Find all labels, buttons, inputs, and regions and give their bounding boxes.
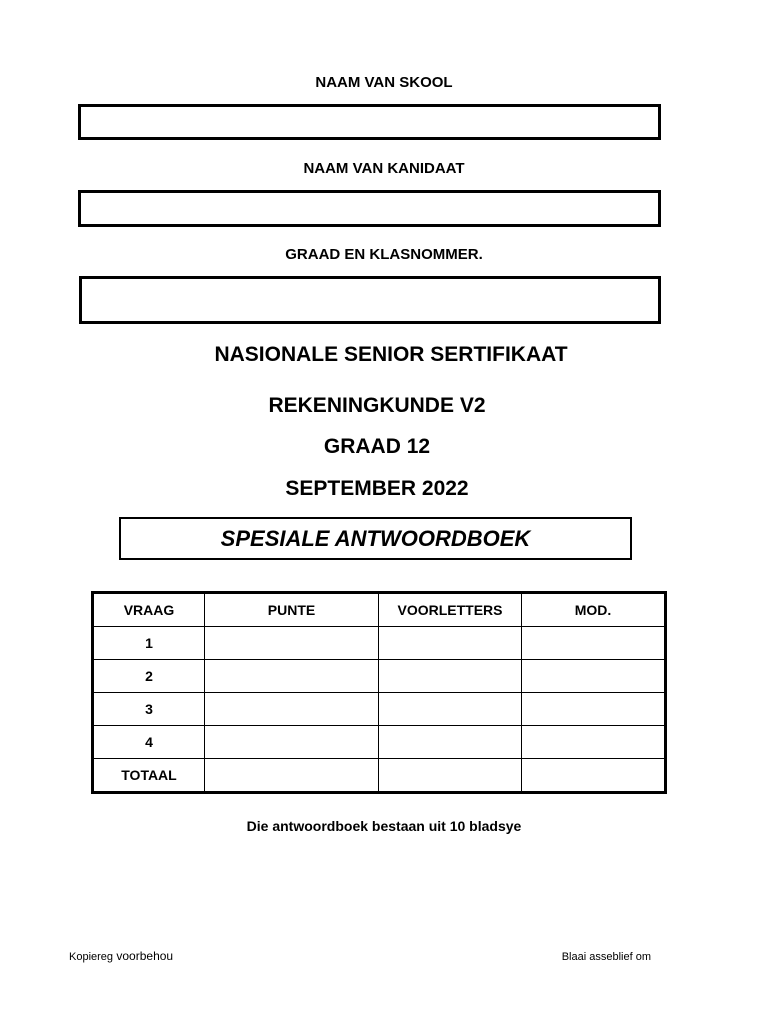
initials-cell[interactable] <box>379 627 522 660</box>
total-label: TOTAAL <box>93 759 205 793</box>
moderation-cell[interactable] <box>522 627 666 660</box>
subject-title: REKENINGKUNDE V2 <box>268 394 486 417</box>
school-name-label: NAAM VAN SKOOL <box>315 74 453 91</box>
table-row <box>93 627 666 660</box>
header-question: VRAAG <box>93 593 205 627</box>
exam-date-title: SEPTEMBER 2022 <box>285 477 469 500</box>
header-marks: PUNTE <box>205 593 379 627</box>
initials-cell[interactable] <box>379 660 522 693</box>
moderation-cell[interactable] <box>522 693 666 726</box>
table-row <box>93 660 666 693</box>
total-moderation-cell[interactable] <box>522 759 666 793</box>
moderation-cell[interactable] <box>522 660 666 693</box>
total-initials-cell[interactable] <box>379 759 522 793</box>
initials-cell[interactable] <box>379 693 522 726</box>
copyright-word: Kopiereg <box>69 951 114 963</box>
grade-class-label: GRAAD EN KLASNOMMER. <box>285 246 483 263</box>
initials-cell[interactable] <box>379 726 522 759</box>
grade-title: GRAAD 12 <box>323 435 431 458</box>
candidate-name-label: NAAM VAN KANIDAAT <box>303 160 465 177</box>
page-count-note: Die antwoordboek bestaan uit 10 bladsye <box>246 818 522 834</box>
marks-cell[interactable] <box>205 660 379 693</box>
marks-cell[interactable] <box>205 627 379 660</box>
marks-table <box>91 591 667 794</box>
marks-cell[interactable] <box>205 693 379 726</box>
question-number: 1 <box>93 627 205 660</box>
table-row <box>93 726 666 759</box>
certificate-title: NASIONALE SENIOR SERTIFIKAAT <box>214 343 568 366</box>
table-row <box>93 693 666 726</box>
table-row-total <box>93 759 666 793</box>
header-initials: VOORLETTERS <box>379 593 522 627</box>
question-number: 3 <box>93 693 205 726</box>
grade-class-field[interactable] <box>79 276 661 324</box>
candidate-name-field[interactable] <box>78 190 661 227</box>
total-marks-cell[interactable] <box>205 759 379 793</box>
header-moderation: MOD. <box>522 593 666 627</box>
special-answer-book-title: SPESIALE ANTWOORDBOEK <box>220 525 531 551</box>
school-name-field[interactable] <box>78 104 661 140</box>
copyright-rest: voorbehou <box>113 949 174 963</box>
question-number: 4 <box>93 726 205 759</box>
table-header-row <box>93 593 666 627</box>
special-answer-book-box <box>119 517 632 560</box>
copyright-notice <box>69 949 173 964</box>
marks-cell[interactable] <box>205 726 379 759</box>
turn-page-notice: Blaai asseblief om <box>561 951 651 963</box>
moderation-cell[interactable] <box>522 726 666 759</box>
question-number: 2 <box>93 660 205 693</box>
